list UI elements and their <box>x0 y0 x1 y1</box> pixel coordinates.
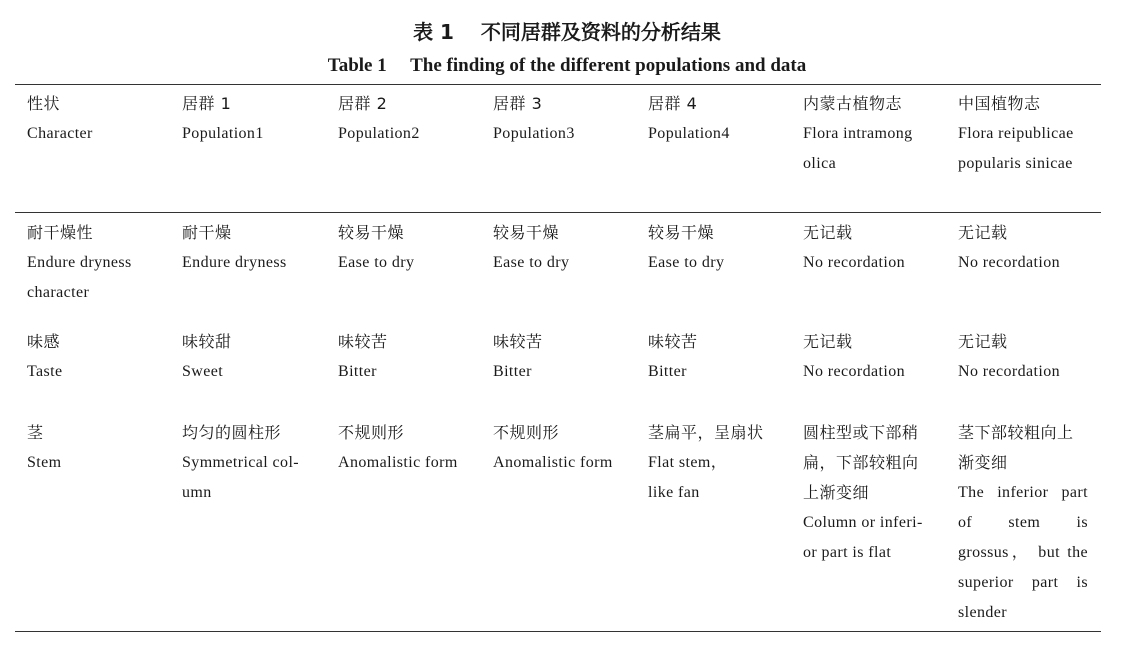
table-caption-cn: 表 1 不同居群及资料的分析结果 <box>413 20 721 44</box>
cell-cn-line: 无记载 <box>958 332 1008 351</box>
cell-cn-line: 无记载 <box>803 223 853 242</box>
cell-en-line: No recordation <box>958 254 1061 271</box>
header-flora-intramongolica <box>803 89 941 179</box>
cell-en-line: No recordation <box>803 254 906 271</box>
header-flora-reipublicae-en-line: popularis sinicae <box>958 155 1073 172</box>
header-population-4-en: Population4 <box>648 125 730 142</box>
table-cell <box>958 218 1088 278</box>
cell-cn-line: 均匀的圆柱形 <box>182 423 282 442</box>
cell-en-line: grossus， but the <box>958 544 1088 561</box>
table-cell <box>803 327 941 387</box>
header-population-1 <box>182 89 322 149</box>
header-flora-intramongolica-en-line: olica <box>803 155 837 172</box>
cell-cn-line: 扁，下部较粗向 <box>803 453 919 472</box>
cell-cn-line: 较易干燥 <box>493 223 560 242</box>
header-population-3-cn: 居群 3 <box>493 94 543 113</box>
cell-cn-line: 无记载 <box>958 223 1008 242</box>
header-population-2-cn: 居群 2 <box>338 94 388 113</box>
table-cell <box>803 218 941 278</box>
cell-cn-line: 茎下部较粗向上 <box>958 423 1074 442</box>
cell-cn-line: 不规则形 <box>338 423 405 442</box>
header-flora-intramongolica-cn: 内蒙古植物志 <box>803 94 903 113</box>
cell-cn-line: 味较苦 <box>338 332 388 351</box>
cell-en-line: umn <box>182 484 212 501</box>
cell-cn-line: 上渐变细 <box>803 483 870 502</box>
header-population-2-en: Population2 <box>338 125 420 142</box>
header-character-cn: 性状 <box>27 94 61 113</box>
cell-cn-line: 圆柱型或下部稍 <box>803 423 919 442</box>
cell-cn-line: 味较苦 <box>648 332 698 351</box>
cell-cn-line: 味感 <box>27 332 61 351</box>
header-population-4 <box>648 89 793 149</box>
table-cell <box>493 418 638 478</box>
cell-cn-line: 味较苦 <box>493 332 543 351</box>
table-caption-en: Table 1 The finding of the different populations and data <box>327 55 807 76</box>
header-population-3-en: Population3 <box>493 125 575 142</box>
cell-en-line: slender <box>958 604 1008 621</box>
cell-cn-line: 味较甜 <box>182 332 232 351</box>
cell-cn-line: 不规则形 <box>493 423 560 442</box>
header-flora-intramongolica-en-line: Flora intramong <box>803 125 913 142</box>
cell-en-line: Sweet <box>182 363 224 380</box>
cell-cn-line: 耐干燥 <box>182 223 232 242</box>
cell-en-line: Flat stem， <box>648 454 728 471</box>
table-cell <box>27 327 172 387</box>
cell-en-line: of stem is <box>958 514 1088 531</box>
cell-cn-line: 较易干燥 <box>648 223 715 242</box>
table-cell <box>648 418 793 508</box>
table-top-rule <box>15 84 1101 85</box>
table-cell <box>493 218 638 278</box>
cell-cn-line: 茎 <box>27 423 44 442</box>
cell-en-line: Bitter <box>338 363 377 380</box>
header-population-3 <box>493 89 638 149</box>
header-flora-reipublicae <box>958 89 1088 179</box>
cell-en-line: Anomalistic form <box>493 454 613 471</box>
cell-en-line: Ease to dry <box>648 254 725 271</box>
cell-en-line: Bitter <box>493 363 532 380</box>
cell-en-line: Ease to dry <box>338 254 415 271</box>
table-cell <box>338 418 483 478</box>
cell-en-line: like fan <box>648 484 700 501</box>
cell-en-line: The inferior part <box>958 484 1088 501</box>
cell-cn-line: 渐变细 <box>958 453 1008 472</box>
cell-en-line: Symmetrical col- <box>182 454 300 471</box>
cell-en-line: Ease to dry <box>493 254 570 271</box>
table-bottom-rule <box>15 631 1101 632</box>
table-cell <box>27 418 172 478</box>
table-header-rule <box>15 212 1101 213</box>
table-cell <box>493 327 638 387</box>
cell-en-line: No recordation <box>803 363 906 380</box>
header-population-2 <box>338 89 483 149</box>
header-flora-reipublicae-en-line: Flora reipublicae <box>958 125 1074 142</box>
header-flora-reipublicae-cn: 中国植物志 <box>958 94 1041 113</box>
cell-en-line: Taste <box>27 363 63 380</box>
table-cell <box>27 218 172 308</box>
cell-en-line: No recordation <box>958 363 1061 380</box>
header-character <box>27 89 172 149</box>
table-cell <box>182 327 322 387</box>
cell-en-line: Endure dryness <box>182 254 287 271</box>
cell-cn-line: 耐干燥性 <box>27 223 94 242</box>
table-cell <box>648 218 793 278</box>
header-population-4-cn: 居群 4 <box>648 94 698 113</box>
table-cell <box>958 418 1088 628</box>
cell-cn-line: 无记载 <box>803 332 853 351</box>
table-cell <box>958 327 1088 387</box>
header-population-1-en: Population1 <box>182 125 264 142</box>
table-cell <box>182 218 322 278</box>
cell-en-line: character <box>27 284 90 301</box>
cell-en-line: Anomalistic form <box>338 454 458 471</box>
table-cell <box>182 418 322 508</box>
header-population-1-cn: 居群 1 <box>182 94 232 113</box>
header-character-en: Character <box>27 125 93 142</box>
cell-en-line: Bitter <box>648 363 687 380</box>
cell-en-line: Column or inferi- <box>803 514 923 531</box>
cell-cn-line: 茎扁平，呈扇状 <box>648 423 764 442</box>
cell-en-line: Stem <box>27 454 62 471</box>
cell-en-line: superior part is <box>958 574 1088 591</box>
table-cell <box>803 418 941 568</box>
cell-en-line: or part is flat <box>803 544 892 561</box>
table-cell <box>338 218 483 278</box>
cell-en-line: Endure dryness <box>27 254 132 271</box>
table-cell <box>338 327 483 387</box>
table-cell <box>648 327 793 387</box>
cell-cn-line: 较易干燥 <box>338 223 405 242</box>
